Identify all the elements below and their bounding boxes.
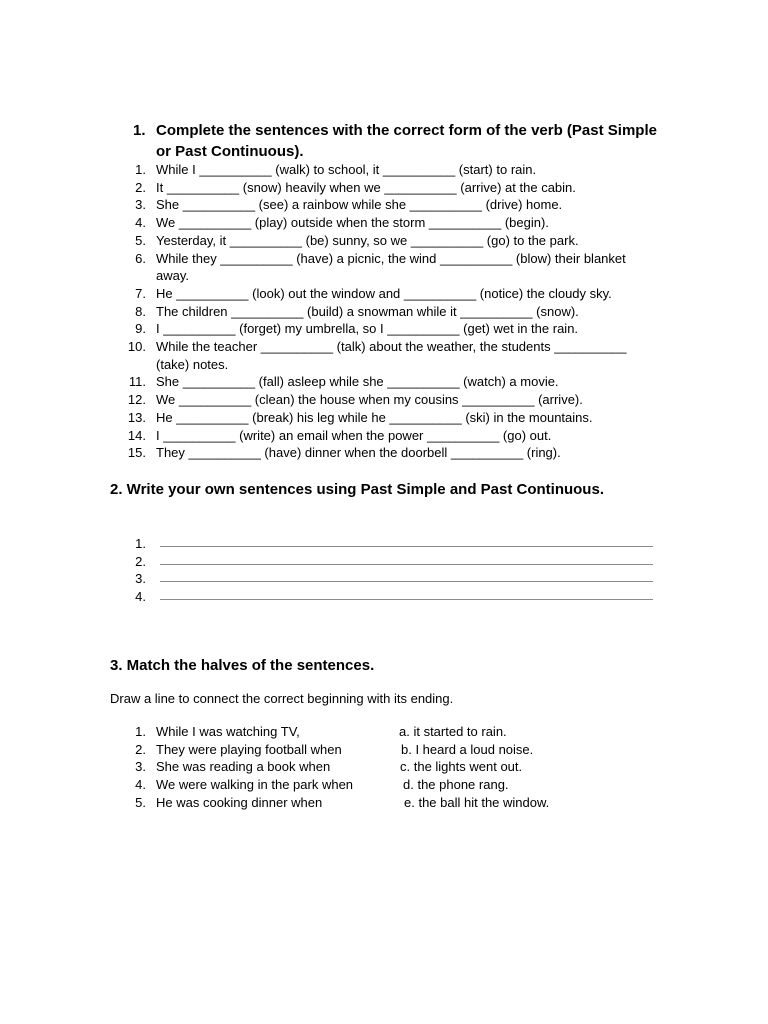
writing-line-row — [110, 588, 670, 606]
item-text: It __________ (snow) heavily when we __________ (arrive) at the cabin. — [156, 179, 576, 195]
item-text: We __________ (clean) the house when my cousins __________ (arrive). — [156, 392, 583, 408]
item-number: 3. — [135, 197, 146, 213]
writing-line[interactable] — [160, 581, 653, 582]
item-text: We __________ (play) outside when the storm __________ (begin). — [156, 215, 549, 231]
line-number: 2. — [135, 553, 146, 569]
item-text: While the teacher __________ (talk) about the weather, the students __________ (take) notes. — [156, 339, 627, 372]
writing-line-row — [110, 570, 670, 588]
sentence-beginning[interactable]: They were playing football when — [156, 741, 342, 757]
item-number: 15. — [127, 445, 146, 461]
item-text: She __________ (fall) asleep while she __________ (watch) a movie. — [156, 374, 559, 390]
item-number: 4. — [135, 215, 146, 231]
item-text: I __________ (write) an email when the power __________ (go) out. — [156, 427, 552, 443]
exercise-item — [110, 303, 670, 321]
item-number: 9. — [135, 321, 146, 337]
sentence-beginning[interactable]: She was reading a book when — [156, 759, 331, 775]
line-number: 1. — [135, 536, 146, 551]
exercise-item — [110, 373, 670, 391]
match-number: 5. — [135, 794, 146, 810]
item-number: 11. — [128, 374, 146, 390]
section3-match-list — [110, 723, 670, 811]
section3-heading: 3. Match the halves of the sentences. — [110, 657, 375, 674]
section1-title: Complete the sentences with the correct form of the verb (Past Simple or Past Continuous). — [156, 122, 657, 160]
exercise-item — [110, 285, 670, 303]
exercise-item — [110, 320, 670, 338]
item-number: 1. — [135, 162, 146, 177]
match-row — [110, 758, 670, 776]
item-text: He __________ (break) his leg while he __________ (ski) in the mountains. — [156, 409, 593, 425]
sentence-ending[interactable]: d. the phone rang. — [403, 777, 509, 793]
sentence-beginning[interactable]: While I was watching TV, — [156, 724, 300, 739]
match-number: 4. — [135, 777, 146, 793]
exercise-item — [110, 179, 670, 197]
match-number: 1. — [135, 724, 146, 739]
writing-line-row — [110, 553, 670, 571]
section3-instruction: Draw a line to connect the correct beginning with its ending. — [110, 691, 454, 706]
match-number: 3. — [135, 759, 146, 775]
exercise-item — [110, 391, 670, 409]
line-number: 4. — [135, 589, 146, 605]
section2-writing-lines — [110, 535, 670, 606]
match-row — [110, 794, 670, 812]
item-text: They __________ (have) dinner when the doorbell __________ (ring). — [156, 445, 561, 461]
sentence-ending[interactable]: b. I heard a loud noise. — [401, 741, 534, 757]
writing-line[interactable] — [160, 546, 653, 547]
section1-list — [110, 161, 670, 462]
exercise-item — [110, 196, 670, 214]
exercise-item — [110, 250, 670, 285]
item-text: Yesterday, it __________ (be) sunny, so we __________ (go) to the park. — [156, 232, 579, 248]
exercise-item — [110, 427, 670, 445]
item-number: 13. — [127, 409, 146, 425]
sentence-beginning[interactable]: We were walking in the park when — [156, 777, 354, 793]
item-text: While I __________ (walk) to school, it __________ (start) to rain. — [156, 162, 537, 177]
exercise-item — [110, 232, 670, 250]
item-number: 14. — [127, 427, 146, 443]
sentence-ending[interactable]: c. the lights went out. — [400, 759, 523, 775]
line-number: 3. — [135, 571, 146, 587]
sentence-ending[interactable]: a. it started to rain. — [399, 724, 507, 739]
match-number: 2. — [135, 741, 146, 757]
item-number: 7. — [135, 285, 146, 301]
writing-line[interactable] — [160, 599, 653, 600]
item-number: 6. — [135, 250, 146, 266]
item-text: I __________ (forget) my umbrella, so I __________ (get) wet in the rain. — [156, 321, 579, 337]
exercise-item — [110, 214, 670, 232]
match-row — [110, 776, 670, 794]
sentence-beginning[interactable]: He was cooking dinner when — [156, 794, 323, 810]
item-text: The children __________ (build) a snowman while it __________ (snow). — [156, 303, 579, 319]
item-number: 5. — [135, 232, 146, 248]
exercise-item — [110, 161, 670, 179]
item-number: 12. — [127, 392, 146, 408]
writing-line[interactable] — [160, 564, 653, 565]
item-text: While they __________ (have) a picnic, the wind __________ (blow) their blanket away. — [156, 250, 626, 284]
writing-line-row — [110, 535, 670, 553]
item-number: 8. — [135, 303, 146, 319]
exercise-item — [110, 338, 670, 373]
item-number: 10. — [127, 339, 146, 355]
item-text: She __________ (see) a rainbow while she __________ (drive) home. — [156, 197, 563, 213]
item-text: He __________ (look) out the window and __________ (notice) the cloudy sky. — [156, 285, 612, 301]
match-row — [110, 741, 670, 759]
item-number: 2. — [135, 179, 146, 195]
match-row — [110, 723, 670, 741]
exercise-item — [110, 409, 670, 427]
sentence-ending[interactable]: e. the ball hit the window. — [404, 794, 550, 810]
exercise-item — [110, 444, 670, 462]
section1-number: 1. — [133, 122, 146, 139]
section2-heading: 2. Write your own sentences using Past Simple and Past Continuous. — [110, 481, 604, 498]
